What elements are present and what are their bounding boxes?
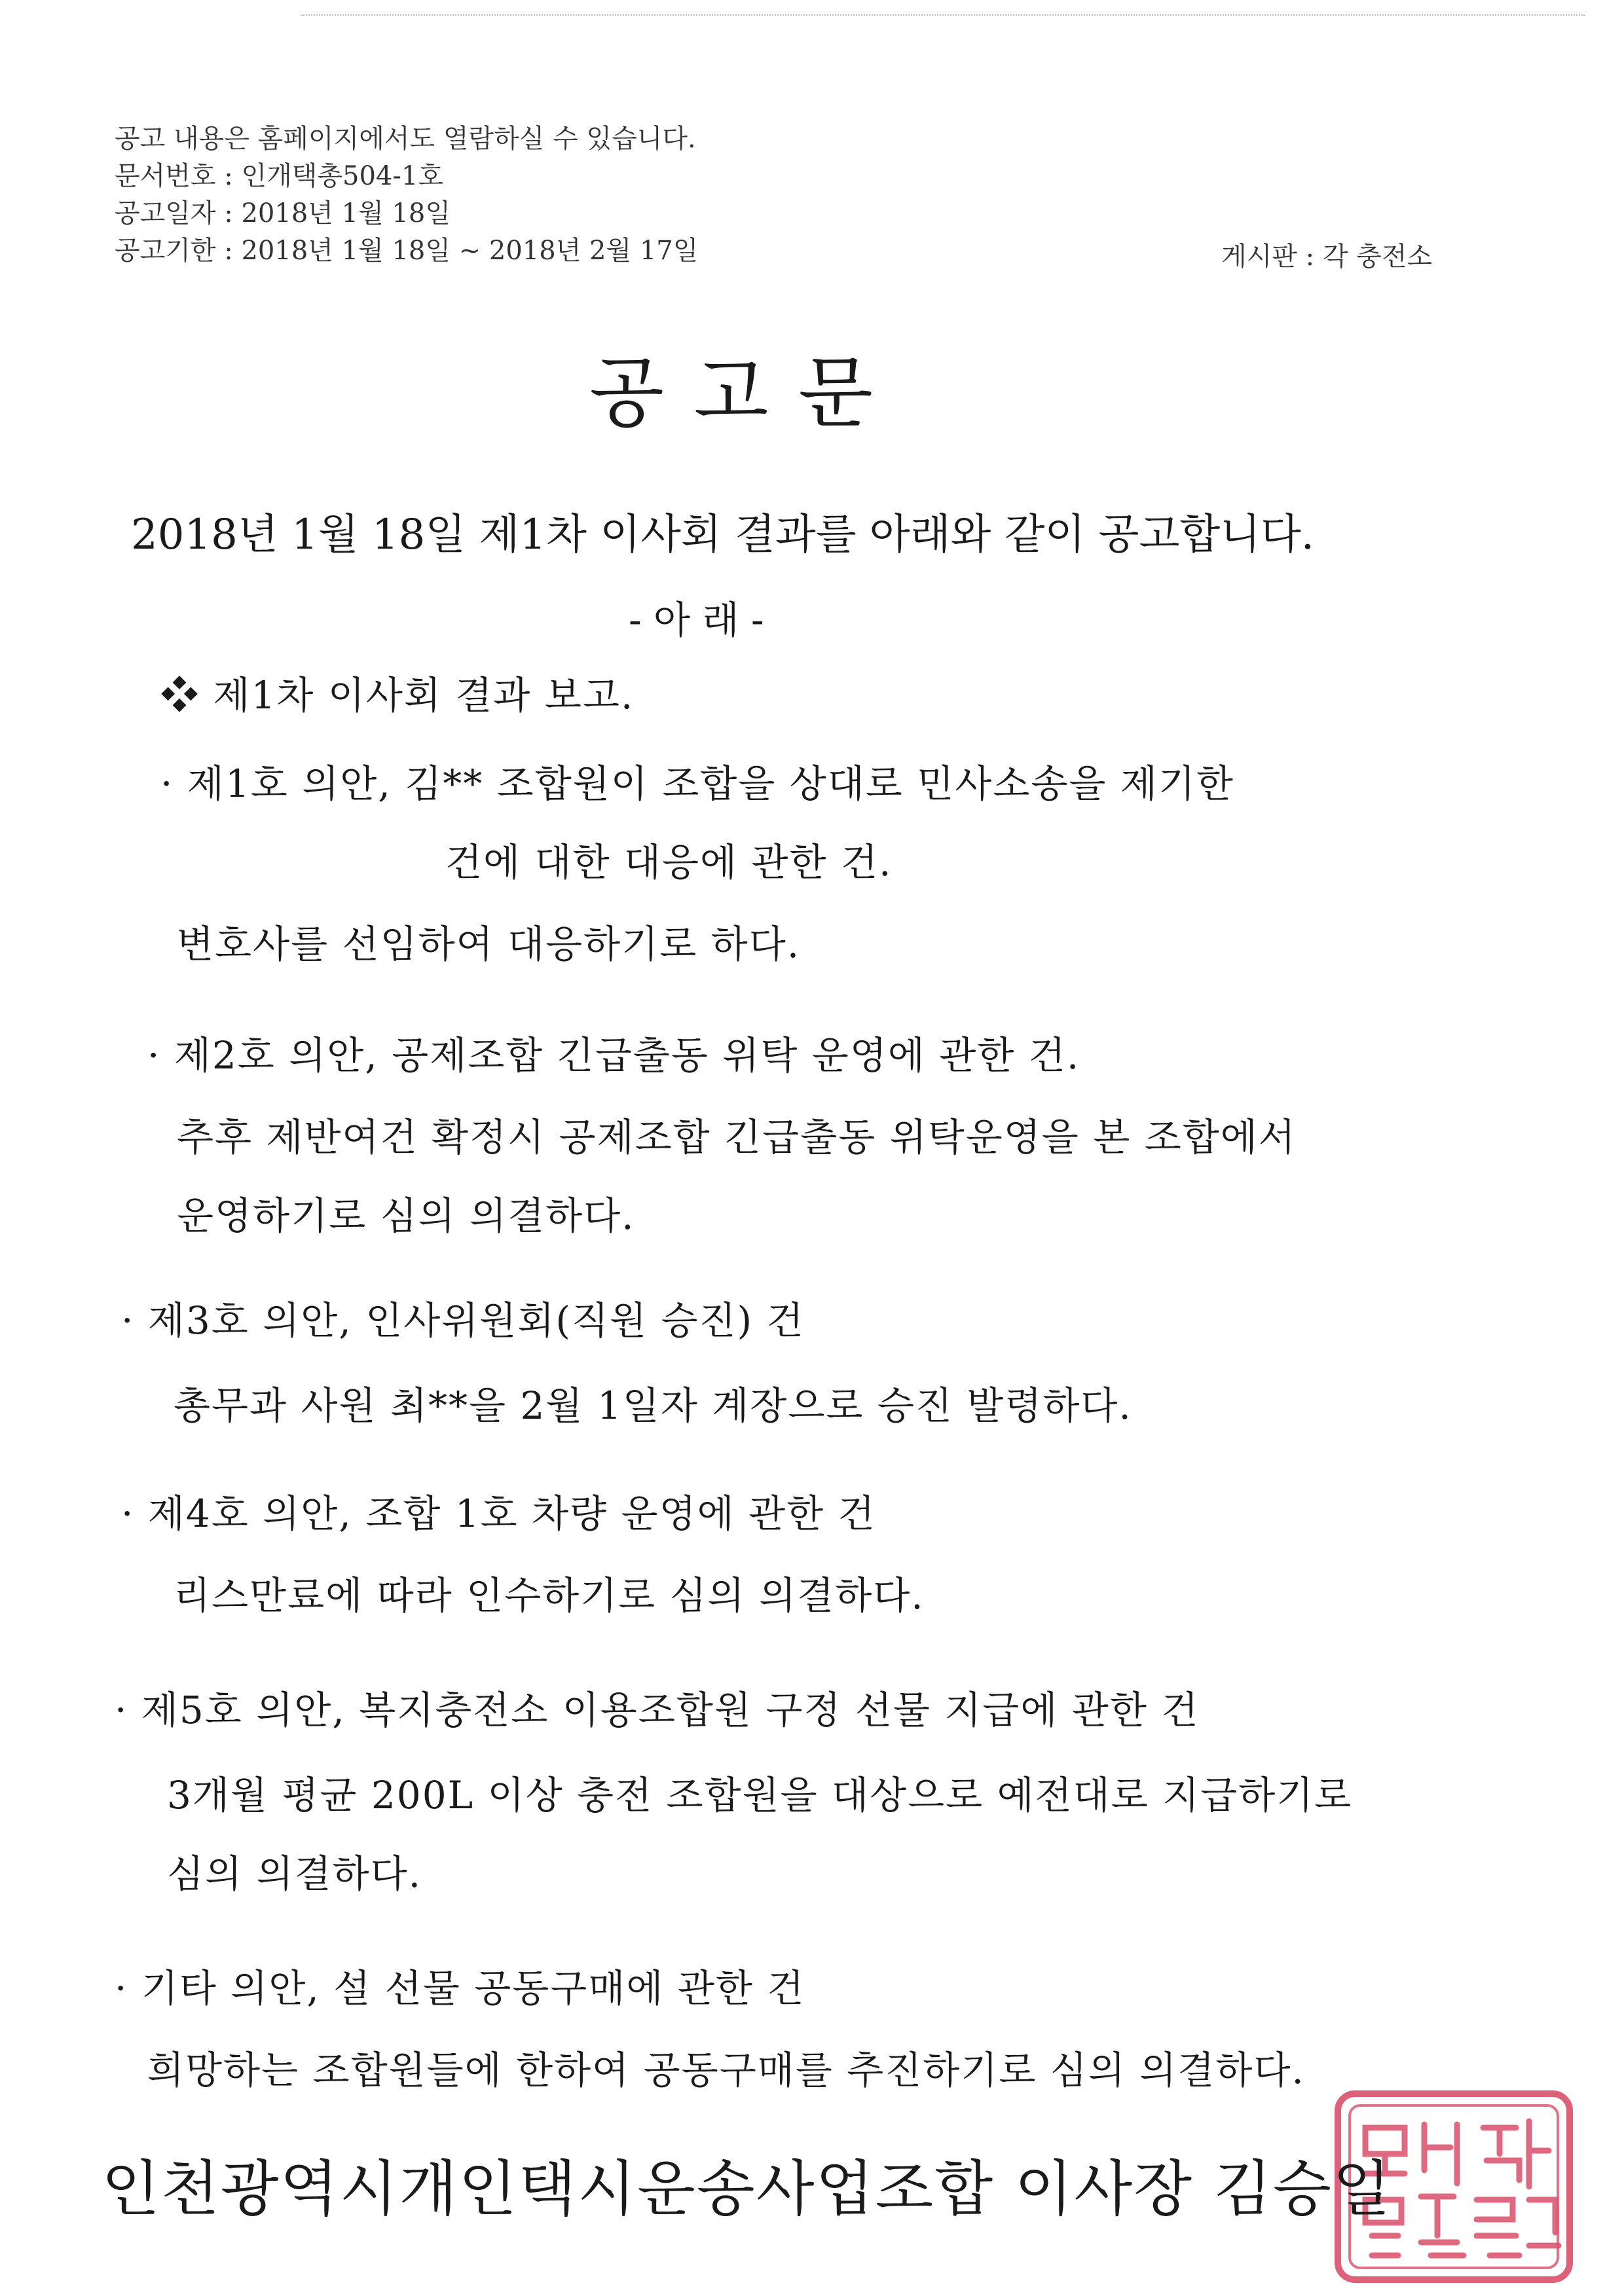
- item-1-title-cont: 건에 대한 대응에 관한 건.: [445, 840, 893, 884]
- item-1-title: · 제1호 의안, 김** 조합원이 조합을 상대로 민사소송을 제기한: [160, 761, 1234, 806]
- item-2-body-cont: 운영하기로 심의 의결하다.: [177, 1194, 635, 1238]
- section-heading: ❖ 제1차 이사회 결과 보고.: [160, 673, 635, 718]
- below-label: - 아 래 -: [629, 598, 764, 642]
- notice-period: 공고기한 : 2018년 1월 18일 ~ 2018년 2월 17일: [115, 236, 699, 266]
- homepage-notice: 공고 내용은 홈페이지에서도 열람하실 수 있습니다.: [115, 124, 696, 154]
- item-5-body: 3개월 평균 200L 이상 충전 조합원을 대상으로 예전대로 지급하기로: [167, 1773, 1353, 1817]
- signature-line: 인천광역시개인택시운송사업조합 이사장 김승일: [101, 2154, 1392, 2224]
- item-5-body-cont: 심의 의결하다.: [167, 1851, 422, 1896]
- top-border: [301, 14, 1585, 16]
- item-5-title: · 제5호 의안, 복지충전소 이용조합원 구정 선물 지급에 관한 건: [115, 1688, 1200, 1732]
- bulletin-board: 게시판 : 각 충전소: [1221, 242, 1433, 272]
- item-4-title: · 제4호 의안, 조합 1호 차량 운영에 관한 건: [121, 1491, 876, 1536]
- page-title: 공 고 문: [589, 348, 876, 438]
- item-2-title: · 제2호 의안, 공제조합 긴급출동 위탁 운영에 관한 건.: [147, 1033, 1080, 1078]
- item-2-body: 추후 제반여건 확정시 공제조합 긴급출동 위탁운영을 본 조합에서: [177, 1115, 1297, 1159]
- item-4-body: 리스만료에 따라 인수하기로 심의 의결하다.: [174, 1573, 925, 1618]
- item-3-body: 총무과 사원 최**을 2월 1일자 계장으로 승진 발령하다.: [174, 1383, 1132, 1428]
- notice-date: 공고일자 : 2018년 1월 18일: [115, 198, 451, 228]
- document-number: 문서번호 : 인개택총504-1호: [115, 161, 443, 191]
- item-3-title: · 제3호 의안, 인사위원회(직원 승진) 건: [121, 1298, 805, 1343]
- item-other-body: 희망하는 조합원들에 한하여 공동구매를 추진하기로 심의 의결하다.: [147, 2048, 1305, 2092]
- item-other-title: · 기타 의안, 설 선물 공동구매에 관한 건: [115, 1966, 805, 2011]
- headline: 2018년 1월 18일 제1차 이사회 결과를 아래와 같이 공고합니다.: [131, 511, 1315, 559]
- item-1-body: 변호사를 선임하여 대응하기로 하다.: [177, 922, 801, 966]
